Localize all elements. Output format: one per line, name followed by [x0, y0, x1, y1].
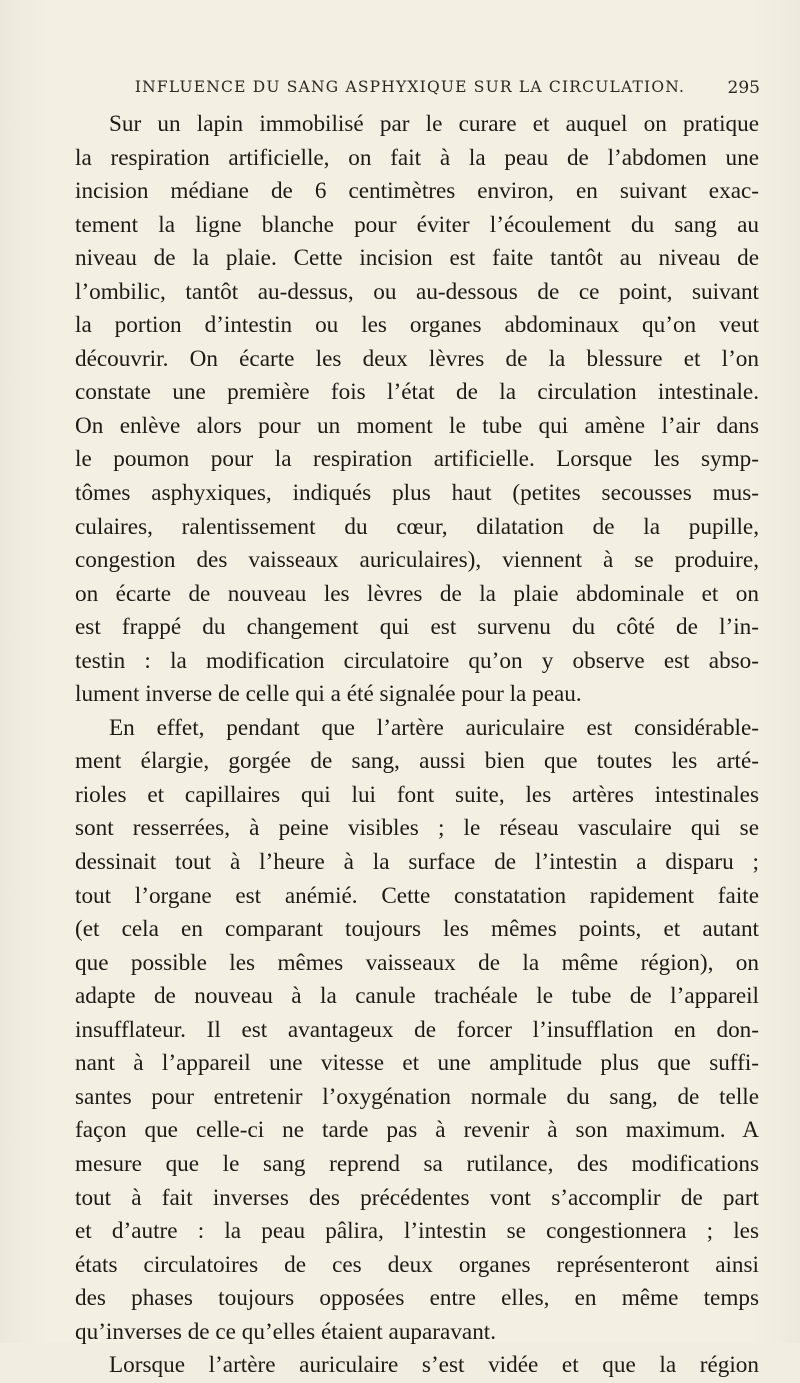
- page-number: 295: [727, 78, 760, 98]
- text-line: sont resserrées, à peine visibles ; le réseau vasculaire qui se: [75, 815, 759, 842]
- text-line: est frappé du changement qui est survenu du côté de l’in-: [75, 614, 759, 641]
- text-line: on écarte de nouveau les lèvres de la plaie abdominale et on: [75, 580, 759, 607]
- text-line: testin : la modification circulatoire qu’on y observe est abso-: [75, 647, 759, 674]
- text-line: et d’autre : la peau pâlira, l’intestin se congestionnera ; les: [75, 1218, 759, 1245]
- text-line: ment élargie, gorgée de sang, aussi bien que toutes les arté-: [75, 748, 759, 775]
- text-line: incision médiane de 6 centimètres environ, en suivant exac-: [75, 178, 759, 205]
- text-line: rioles et capillaires qui lui font suite, les artères intestinales: [75, 781, 759, 808]
- text-line: tout à fait inverses des précédentes vont s’accomplir de part: [75, 1184, 759, 1211]
- text-line: niveau de la plaie. Cette incision est faite tantôt au niveau de: [75, 245, 759, 272]
- text-line: états circulatoires de ces deux organes représenteront ainsi: [75, 1251, 759, 1278]
- text-line: santes pour entretenir l’oxygénation normale du sang, de telle: [75, 1083, 759, 1110]
- text-line: En effet, pendant que l’artère auriculaire est considérable-: [109, 714, 759, 741]
- text-line: culaires, ralentissement du cœur, dilatation de la pupille,: [75, 513, 759, 540]
- running-title: INFLUENCE DU SANG ASPHYXIQUE SUR LA CIRCULATION.: [134, 78, 686, 96]
- text-line: Lorsque l’artère auriculaire s’est vidée et que la région: [109, 1352, 759, 1379]
- text-line: adapte de nouveau à la canule trachéale le tube de l’appareil: [75, 983, 759, 1010]
- text-line: lument inverse de celle qui a été signalée pour la peau.: [75, 681, 582, 708]
- text-line: le poumon pour la respiration artificielle. Lorsque les symp-: [75, 446, 759, 473]
- text-line: mesure que le sang reprend sa rutilance, des modifications: [75, 1150, 759, 1177]
- text-line: tômes asphyxiques, indiqués plus haut (petites secousses mus-: [75, 480, 759, 507]
- text-line: Sur un lapin immobilisé par le curare et auquel on pratique: [109, 111, 759, 137]
- text-line: la respiration artificielle, on fait à la peau de l’abdomen une: [75, 144, 759, 171]
- text-line: constate une première fois l’état de la circulation intestinale.: [75, 379, 759, 406]
- text-line: la portion d’intestin ou les organes abdominaux qu’on veut: [75, 312, 759, 339]
- text-line: découvrir. On écarte les deux lèvres de la blessure et l’on: [75, 345, 759, 372]
- text-line: que possible les mêmes vaisseaux de la même région), on: [75, 949, 759, 976]
- text-line: tement la ligne blanche pour éviter l’écoulement du sang au: [75, 211, 759, 238]
- text-line: qu’inverses de ce qu’elles étaient auparavant.: [75, 1318, 497, 1345]
- text-line: dessinait tout à l’heure à la surface de l’intestin a disparu ;: [75, 849, 759, 876]
- text-line: (et cela en comparant toujours les mêmes points, et autant: [75, 916, 759, 943]
- text-line: façon que celle-ci ne tarde pas à revenir à son maximum. A: [75, 1117, 759, 1144]
- text-line: On enlève alors pour un moment le tube qui amène l’air dans: [75, 412, 759, 439]
- body-text: [75, 108, 759, 1383]
- text-line: congestion des vaisseaux auriculaires), viennent à se produire,: [75, 547, 759, 574]
- text-line: des phases toujours opposées entre elles, en même temps: [75, 1285, 759, 1312]
- text-line: l’ombilic, tantôt au-dessus, ou au-dessous de ce point, suivant: [75, 278, 759, 305]
- running-head: [90, 78, 760, 102]
- text-line: nant à l’appareil une vitesse et une amplitude plus que suffi-: [75, 1050, 759, 1077]
- text-line: insufflateur. Il est avantageux de forcer l’insufflation en don-: [75, 1016, 759, 1043]
- text-line: tout l’organe est anémié. Cette constatation rapidement faite: [75, 882, 759, 909]
